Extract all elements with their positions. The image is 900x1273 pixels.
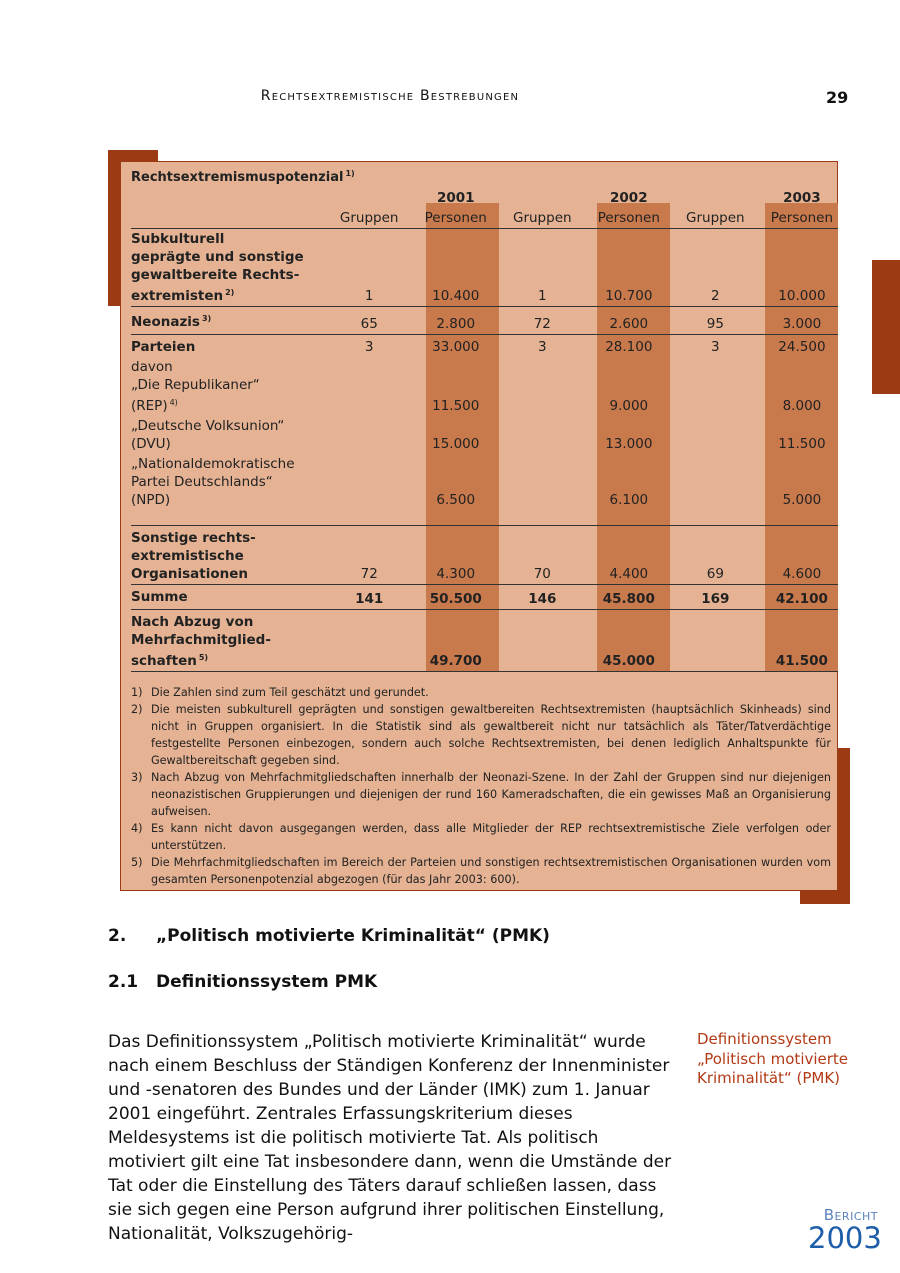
col-personen: Personen xyxy=(424,210,487,226)
bericht-2003-logo xyxy=(808,1206,882,1255)
row-label: Summe xyxy=(131,585,319,610)
table-cell: 45.000 xyxy=(593,610,665,672)
table-cell: 28.100 xyxy=(593,335,665,358)
table-cell: 95 xyxy=(665,307,766,335)
brand-year: 2003 xyxy=(808,1221,882,1255)
footnote: 1) Die Zahlen sind zum Teil geschätzt und gerundet. xyxy=(131,686,429,699)
table-cell: 65 xyxy=(319,307,420,335)
page-header-title: Rechtsextremistische Bestrebungen xyxy=(260,88,520,104)
potenzial-table xyxy=(131,164,838,672)
col-personen: Personen xyxy=(597,210,660,226)
table-cell: 15.000 xyxy=(432,436,480,452)
table-row-neonazis xyxy=(131,307,838,335)
table-cell: 49.700 xyxy=(420,610,492,672)
deco-bar-right-edge xyxy=(872,260,900,394)
table-cell: 5.000 xyxy=(782,492,822,508)
footnote: 5) Die Mehrfachmitgliedschaften im Bereich der Parteien und sonstigen rechtsextremistischen Organisationen wurden vom gesamten Personenpotenzial abgezogen (für das Jahr 2003: 600). xyxy=(131,856,831,886)
table-row-summe xyxy=(131,585,838,610)
year-2001: 2001 xyxy=(436,190,475,206)
row-label: Nach Abzug von Mehrfachmitglied- schaften $^{5)}$ xyxy=(131,610,319,672)
table-cell: 11.500 xyxy=(778,436,826,452)
col-gruppen: Gruppen xyxy=(339,210,399,226)
table-cell: 13.000 xyxy=(605,436,653,452)
table-cell: 3 xyxy=(665,335,766,358)
table-cell: 1 xyxy=(319,229,420,307)
brand-label: Bericht xyxy=(823,1206,878,1224)
table-cell: 6.500 xyxy=(436,492,476,508)
table-cell: 4.300 xyxy=(420,526,492,585)
table-title: Rechtsextremismuspotenzial $^{1)}$ xyxy=(131,169,355,185)
table-cell: 10.000 xyxy=(766,229,838,307)
table-cell: 141 xyxy=(319,585,420,610)
table-cell: 3 xyxy=(492,335,593,358)
table-row-rep xyxy=(131,357,838,416)
table-cell: 3 xyxy=(319,335,420,358)
year-header-row xyxy=(131,188,838,208)
footnote: 2) Die meisten subkulturell geprägten und sonstigen gewaltbereiten Rechtsextremisten (hauptsächlich Skinheads) sind nicht in Gruppen organisiert. In die Statistik sind als gewaltbereit nicht nur tatsächlich als Täter/Tatverdächtige festgestellte Personen einbezogen, sondern auch solche Rechtsextremisten, bei denen lediglich Anhaltspunkte für Gewaltbereitschaft gegeben sind. xyxy=(131,703,831,767)
year-2003: 2003 xyxy=(783,190,821,206)
table-cell: 2 xyxy=(665,229,766,307)
row-label: Sonstige rechts- extremistische Organisationen xyxy=(131,526,319,585)
table-cell: 2.600 xyxy=(593,307,665,335)
table-cell: 9.000 xyxy=(609,398,649,414)
table-cell: 69 xyxy=(665,526,766,585)
table-row-npd xyxy=(131,454,838,526)
body-paragraph: Das Definitionssystem „Politisch motivierte Kriminalität“ wurde nach einem Beschluss der Ständigen Konferenz der Innenminister und -senatoren des Bundes und der Länder (IMK) zum 1. Januar 2001 eingeführt. Zentrales Erfassungskriterium dieses Meldesystems ist die politisch motivierte Tat. Als politisch motiviert gilt eine Tat insbesondere dann, wenn die Umstände der Tat oder die Einstellung des Täters darauf schließen lassen, dass sie sich gegen eine Person aufgrund ihrer politischen Einstellung, Nationalität, Volkszugehörig- xyxy=(108,1032,672,1244)
table-footnotes xyxy=(131,684,831,888)
table-row-subkulturell xyxy=(131,229,838,307)
table-cell: 72 xyxy=(492,307,593,335)
table-cell: 3.000 xyxy=(766,307,838,335)
row-label: Neonazis $^{3)}$ xyxy=(131,307,319,335)
potenzial-table-box xyxy=(120,161,838,891)
table-cell: 72 xyxy=(319,526,420,585)
col-gruppen: Gruppen xyxy=(686,210,745,226)
footnote: 4) Es kann nicht davon ausgegangen werden, dass alle Mitglieder der REP rechtsextremistische Ziele verfolgen oder unterstützen. xyxy=(131,822,831,852)
table-cell: 45.800 xyxy=(593,585,665,610)
table-cell: 41.500 xyxy=(766,610,838,672)
row-label: Subkulturell geprägte und sonstige gewaltbereite Rechts- extremisten $^{2)}$ xyxy=(131,229,319,307)
row-label: „Deutsche Volksunion“ (DVU) xyxy=(131,418,285,452)
table-cell: 10.700 xyxy=(593,229,665,307)
section-heading-2: 2. „Politisch motivierte Kriminalität“ (PMK) xyxy=(108,926,550,946)
table-cell: 11.500 xyxy=(432,398,480,414)
table-title-row xyxy=(131,164,838,188)
col-personen: Personen xyxy=(770,210,834,226)
table-cell: 169 xyxy=(665,585,766,610)
table-cell: 10.400 xyxy=(420,229,492,307)
table-cell: 1 xyxy=(492,229,593,307)
table-cell: 146 xyxy=(492,585,593,610)
column-header-row xyxy=(131,208,838,229)
table-cell: 6.100 xyxy=(609,492,649,508)
row-label: Parteien xyxy=(131,335,319,358)
table-cell: 50.500 xyxy=(420,585,492,610)
page-number: 29 xyxy=(826,88,849,107)
table-cell: 33.000 xyxy=(420,335,492,358)
table-row-dvu xyxy=(131,416,838,454)
table-cell: 4.400 xyxy=(593,526,665,585)
table-row-nach-abzug xyxy=(131,610,838,672)
table-row-sonstige xyxy=(131,526,838,585)
table-cell: 42.100 xyxy=(766,585,838,610)
margin-note: Definitionssystem „Politisch motivierte Kriminalität“ (PMK) xyxy=(697,1030,849,1087)
table-cell: 70 xyxy=(492,526,593,585)
table-cell: 4.600 xyxy=(766,526,838,585)
section-heading-2-1: 2.1 Definitionssystem PMK xyxy=(108,972,378,992)
table-cell: 24.500 xyxy=(766,335,838,358)
table-cell: 8.000 xyxy=(782,398,822,414)
footnote: 3) Nach Abzug von Mehrfachmitgliedschaften innerhalb der Neonazi-Szene. In der Zahl der Gruppen sind nur diejenigen neonazistischen Gruppierungen und diejenigen der rund 160 Kameradschaften, die ein gewisses Maß an Organisierung aufweisen. xyxy=(131,771,831,818)
year-2002: 2002 xyxy=(610,190,648,206)
table-row-parteien xyxy=(131,335,838,358)
col-gruppen: Gruppen xyxy=(512,210,572,226)
table-cell: 2.800 xyxy=(420,307,492,335)
row-label: „Nationaldemokratische Partei Deutschlands“ (NPD) xyxy=(131,456,295,508)
row-label: davon „Die Republikaner“ (REP) $^{4)}$ xyxy=(131,359,260,414)
